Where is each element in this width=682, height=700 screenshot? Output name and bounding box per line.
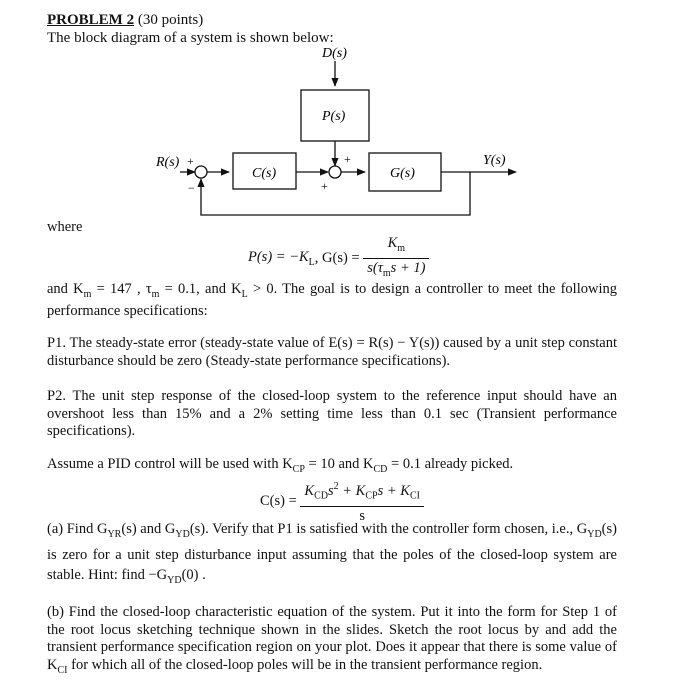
sum2-plus-bottom: + — [321, 179, 328, 193]
equation-C — [260, 478, 424, 525]
eq1-G-denominator: $s(\tau_ms + 1)$ — [367, 259, 426, 279]
label-R: R(s) — [156, 155, 180, 170]
problem-number: PROBLEM 2 — [47, 12, 135, 28]
sum1-plus: + — [187, 154, 194, 168]
parameters-paragraph: and $K_m = 147$ , $\tau_m = 0.1$, and $K_L > 0$. The goal is to design a controller to meet the following performance specifications: — [47, 281, 617, 320]
eq1-G-fraction — [363, 234, 429, 283]
summing-junction-1 — [195, 166, 207, 178]
where-label: where — [47, 219, 83, 235]
eq1-P-sub: L — [308, 256, 315, 268]
intro-text: The block diagram of a system is shown below: — [47, 30, 334, 46]
part-a: (a) Find $G_{YR}(s)$ and $G_{YD}(s)$. Verify that P1 is satisfied with the controller form chosen, i.e., $G_{YD}(s)$ is zero for a unit step disturbance input assuming that the poles of the closed-loop system are stable. Hint: find $-G_{YD}(0)$ . — [47, 521, 617, 586]
label-C: C(s) — [252, 166, 277, 181]
part-b: (b) Find the closed-loop characteristic equation of the system. Put it into the form for Step 1 of the root locus sketching technique shown in the slides. Sketch the root locus by and add the transient performance specification region on your plot. Does it appear that there is some value of $K_{CI}$ for which all of the closed-loop poles will be in the transient performance region. — [47, 604, 617, 676]
assume-paragraph: Assume a PID control will be used with $K_{CP} = 10$ and $K_{CD} = 0.1$ already picked. — [47, 456, 514, 475]
problem-points: (30 points) — [134, 12, 204, 28]
label-G: G(s) — [390, 166, 415, 181]
summing-junction-2 — [329, 166, 341, 178]
eq2-numerator: $K_{CD}s^2 + K_{CP}s + K_{CI}$ — [300, 478, 424, 507]
eq1-P-definition — [248, 248, 315, 268]
eq2-fraction — [300, 478, 424, 525]
eq1-P-text: P(s) = −K — [248, 248, 309, 265]
label-Y: Y(s) — [483, 153, 506, 168]
eq2-denominator: s — [359, 507, 365, 524]
equation-P-G — [248, 234, 429, 279]
sum1-minus: − — [188, 181, 195, 195]
block-diagram — [0, 0, 682, 225]
spec-p1: P1. The steady-state error (steady-state value of E(s) = R(s) − Y(s)) caused by a unit step constant disturbance should be zero (Steady-state performance specifications). — [47, 335, 617, 369]
eq1-G-lhs: , G(s) = — [314, 249, 364, 266]
sum2-plus-top: + — [344, 152, 351, 166]
eq2-lhs: C(s) = — [260, 492, 301, 509]
label-D: D(s) — [322, 46, 347, 61]
eq1-G-numerator: $K_m$ — [363, 234, 429, 259]
label-P: P(s) — [322, 109, 346, 124]
spec-p2: P2. The unit step response of the closed-loop system to the reference input should have an overshoot less than 15% and a 2% setting time less than 0.1 sec (Transient performance specifications). — [47, 388, 617, 439]
